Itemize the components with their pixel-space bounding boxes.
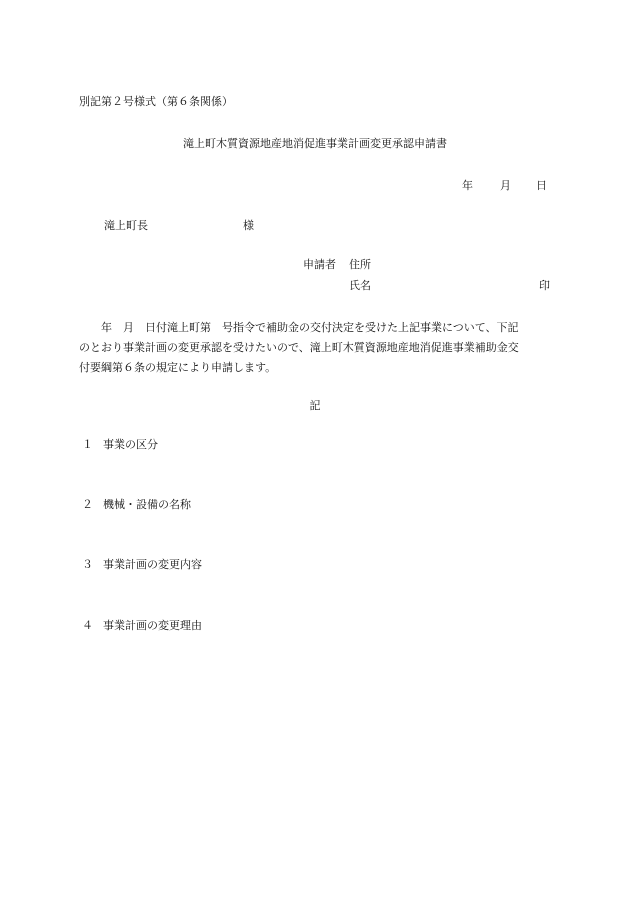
document-title: 滝上町木質資源地産地消促進事業計画変更承認申請書 (183, 137, 447, 150)
item-number: ３ (82, 558, 93, 571)
body-line-3: 付要綱第６条の規定により申請します。 (79, 361, 277, 374)
applicant-label: 申請者 (303, 258, 336, 271)
item-label: 事業計画の変更内容 (103, 558, 202, 571)
date-day-label: 日 (536, 179, 547, 192)
item-label: 事業の区分 (103, 438, 158, 451)
date-year-label: 年 (462, 179, 473, 192)
item-number: １ (82, 438, 93, 451)
address-label: 住所 (349, 258, 371, 271)
item-number: ４ (82, 619, 93, 632)
name-label: 氏名 (349, 279, 371, 292)
list-item (82, 498, 191, 512)
honorific: 様 (243, 219, 254, 232)
addressee: 滝上町長 (104, 219, 148, 232)
list-item (82, 438, 158, 452)
item-label: 機械・設備の名称 (103, 498, 191, 511)
form-reference: 別記第２号様式（第６条関係） (79, 95, 233, 108)
item-number: ２ (82, 498, 93, 511)
item-label: 事業計画の変更理由 (103, 619, 202, 632)
ki-heading: 記 (309, 399, 321, 412)
list-item (82, 558, 202, 572)
seal-label: 印 (539, 279, 550, 292)
body-paragraph (79, 318, 551, 378)
date-month-label: 月 (500, 179, 511, 192)
body-line-2: のとおり事業計画の変更承認を受けたいので、滝上町木質資源地産地消促進事業補助金交 (79, 341, 519, 354)
list-item (82, 619, 202, 633)
body-line-1: 年 月 日付滝上町第 号指令で補助金の交付決定を受けた上記事業について、下記 (101, 321, 519, 334)
